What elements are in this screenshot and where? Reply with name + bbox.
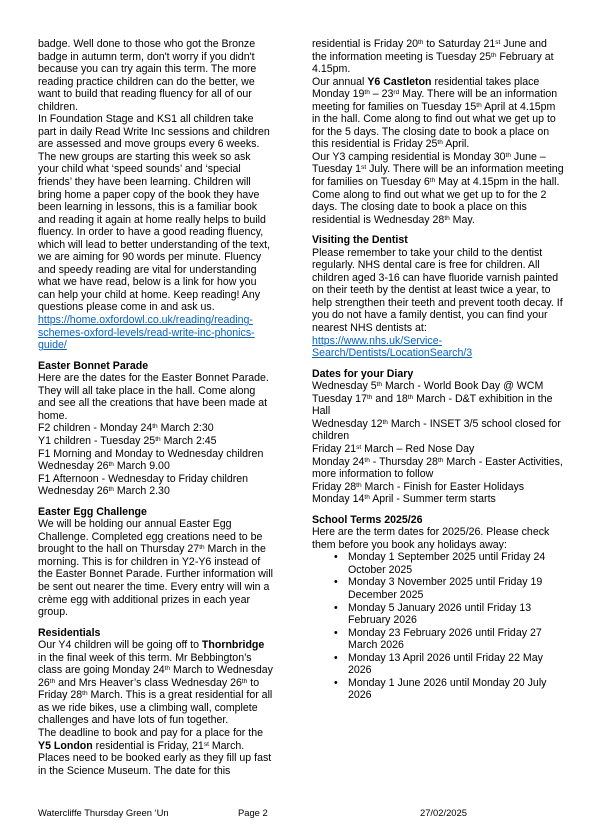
easter-egg-body: We will be holding our annual Easter Egg Challenge. Completed egg creations need to be brought to the hall on Thursday 27th March in the morning. This is for children in Y2-Y6 instead of the Easter Bonnet Parade. Further information will be sent out nearer the time. Every entry will win a crème egg with additional prizes in each year group.: [38, 518, 273, 619]
residentials-y5-continued: residential is Friday 20th to Saturday 21st June and the information meeting is Tuesday 25th February at 4.15pm.: [312, 38, 554, 76]
dentist-heading: Visiting the Dentist: [312, 234, 408, 247]
nhs-dentist-link[interactable]: https://www.nhs.uk/Service-Search/Dentists/LocationSearch/3: [312, 334, 473, 360]
rwi-link-wrap: [38, 314, 274, 352]
list-item: • Monday 13 April 2026 until Friday 22 May 2026: [348, 652, 564, 677]
school-terms-intro: Here are the term dates for 2025/26. Please check them before you book any holidays away:: [312, 526, 550, 551]
diary-item: Friday 21st March – Red Nose Day: [312, 442, 475, 455]
diary-heading: Dates for your Diary: [312, 367, 414, 380]
bonnet-y1: Y1 children - Tuesday 25th March 2:45: [38, 434, 217, 447]
dentist-link-wrap: [312, 335, 564, 360]
diary-item: Wednesday 5th March - World Book Day @ WCM: [312, 380, 544, 393]
residentials-y3: Our Y3 camping residential is Monday 30th June – Tuesday 1st July. There will be an information meeting for families on Tuesday 6th May at 4.15pm in the hall. Come along to find out what we get up to for the 2 days. The closing date to book a place on this residential is Wednesday 28th May.: [312, 150, 564, 226]
residentials-y6: Our annual Y6 Castleton residential takes place Monday 19th – 23rd May. There will be an information meeting for families on Tuesday 15th April at 4.15pm in the hall. Come along to find out what we get up to for the 5 days. The closing date to book a place on this residential is Friday 25th April.: [312, 75, 558, 151]
school-terms-heading: School Terms 2025/26: [312, 513, 423, 526]
bonnet-f1-afternoon: F1 Afternoon - Wednesday to Friday children: [38, 472, 249, 485]
list-item: • Monday 5 January 2026 until Friday 13 February 2026: [348, 602, 564, 627]
list-item: • Monday 1 June 2026 until Monday 20 July 2026: [348, 677, 564, 702]
rwi-paragraph: In Foundation Stage and KS1 all children take part in daily Read Write Inc sessions and children are assessed and move groups every 6 weeks. The new groups are starting this week so ask your child what ‘speed sounds’ and ‘special friends’ they have been learning. Children will bring home a paper copy of the book they have been learning in lessons, this is a familiar book and reading it again at home really helps to build fluency. In order to have a good reading fluency, which will lead to better understanding of the text, we are aiming for 90 words per minute. Fluency and speedy reading are vital for understanding what we have read, below is a link for how you can help your child at home. Keep reading! Any questions please come in and ask us.: [38, 113, 271, 314]
left-column: [38, 38, 274, 777]
rwi-guide-link[interactable]: https://home.oxfordowl.co.uk/reading/reading-schemes-oxford-levels/read-write-inc-phonics-guide/: [38, 314, 255, 352]
list-item: • Monday 3 November 2025 until Friday 19 December 2025: [348, 576, 564, 601]
bonnet-f1-morning-date: Wednesday 26th March 9.00: [38, 460, 170, 473]
residentials-heading: Residentials: [38, 626, 101, 639]
reading-intro: badge. Well done to those who got the Bronze badge in autumn term, don't worry if you didn't because you can try again this term. The more reading practice children can do the better, we want to build that reading fluency for all of our children.: [38, 38, 257, 113]
term-dates-list: [312, 551, 564, 702]
bonnet-f2: F2 children - Monday 24th March 2:30: [38, 422, 214, 435]
residentials-y4: Our Y4 children will be going off to Thornbridge in the final week of this term. Mr Bebbington’s class are going Monday 24th March to Wednesday 26th and Mrs Heaver’s class Wednesday 26th to Friday 28th March. This is a great residential for all as we ride bikes, use a climbing wall, complete challenges and have lots of fun together.: [38, 639, 273, 727]
diary-item: Tuesday 17th and 18th March - D&T exhibition in the Hall: [312, 392, 553, 418]
easter-bonnet-heading: Easter Bonnet Parade: [38, 359, 149, 372]
right-column: [312, 38, 564, 702]
list-item: • Monday 23 February 2026 until Friday 27 March 2026: [348, 627, 564, 652]
easter-bonnet-intro: Here are the dates for the Easter Bonnet Parade. They will all take place in the hall. Come along and see all the creations that have been made at home.: [38, 372, 269, 422]
footer-school-name: Watercliffe Thursday Green ‘Un: [38, 807, 169, 818]
diary-item: Monday 24th - Thursday 28th March - Easter Activities, more information to follow: [312, 455, 563, 481]
footer-date: 27/02/2025: [420, 807, 467, 818]
diary-item: Wednesday 12th March - INSET 3/5 school closed for children: [312, 417, 561, 443]
easter-egg-heading: Easter Egg Challenge: [38, 505, 147, 518]
list-item: • Monday 1 September 2025 until Friday 24 October 2025: [348, 551, 564, 576]
diary-item: Monday 14th April - Summer term starts: [312, 493, 496, 506]
footer-page-number: Page 2: [238, 807, 268, 818]
residentials-y5: The deadline to book and pay for a place for the Y5 London residential is Friday, 21st March. Places need to be booked early as they fill up fast in the Science Museum. The date for this: [38, 726, 272, 777]
dentist-body: Please remember to take your child to the dentist regularly. NHS dental care is free for children. All children aged 3-16 can have fluoride varnish painted on their teeth by the dentist at least twice a year, to help strengthen their teeth and prevent tooth decay. If you do not have a family dentist, you can find your nearest NHS dentists at:: [312, 246, 563, 335]
diary-item: Friday 28th March - Finish for Easter Holidays: [312, 480, 525, 493]
bonnet-f1-morning: F1 Morning and Monday to Wednesday children: [38, 447, 264, 460]
bonnet-f1-afternoon-date: Wednesday 26th March 2.30: [38, 485, 170, 498]
